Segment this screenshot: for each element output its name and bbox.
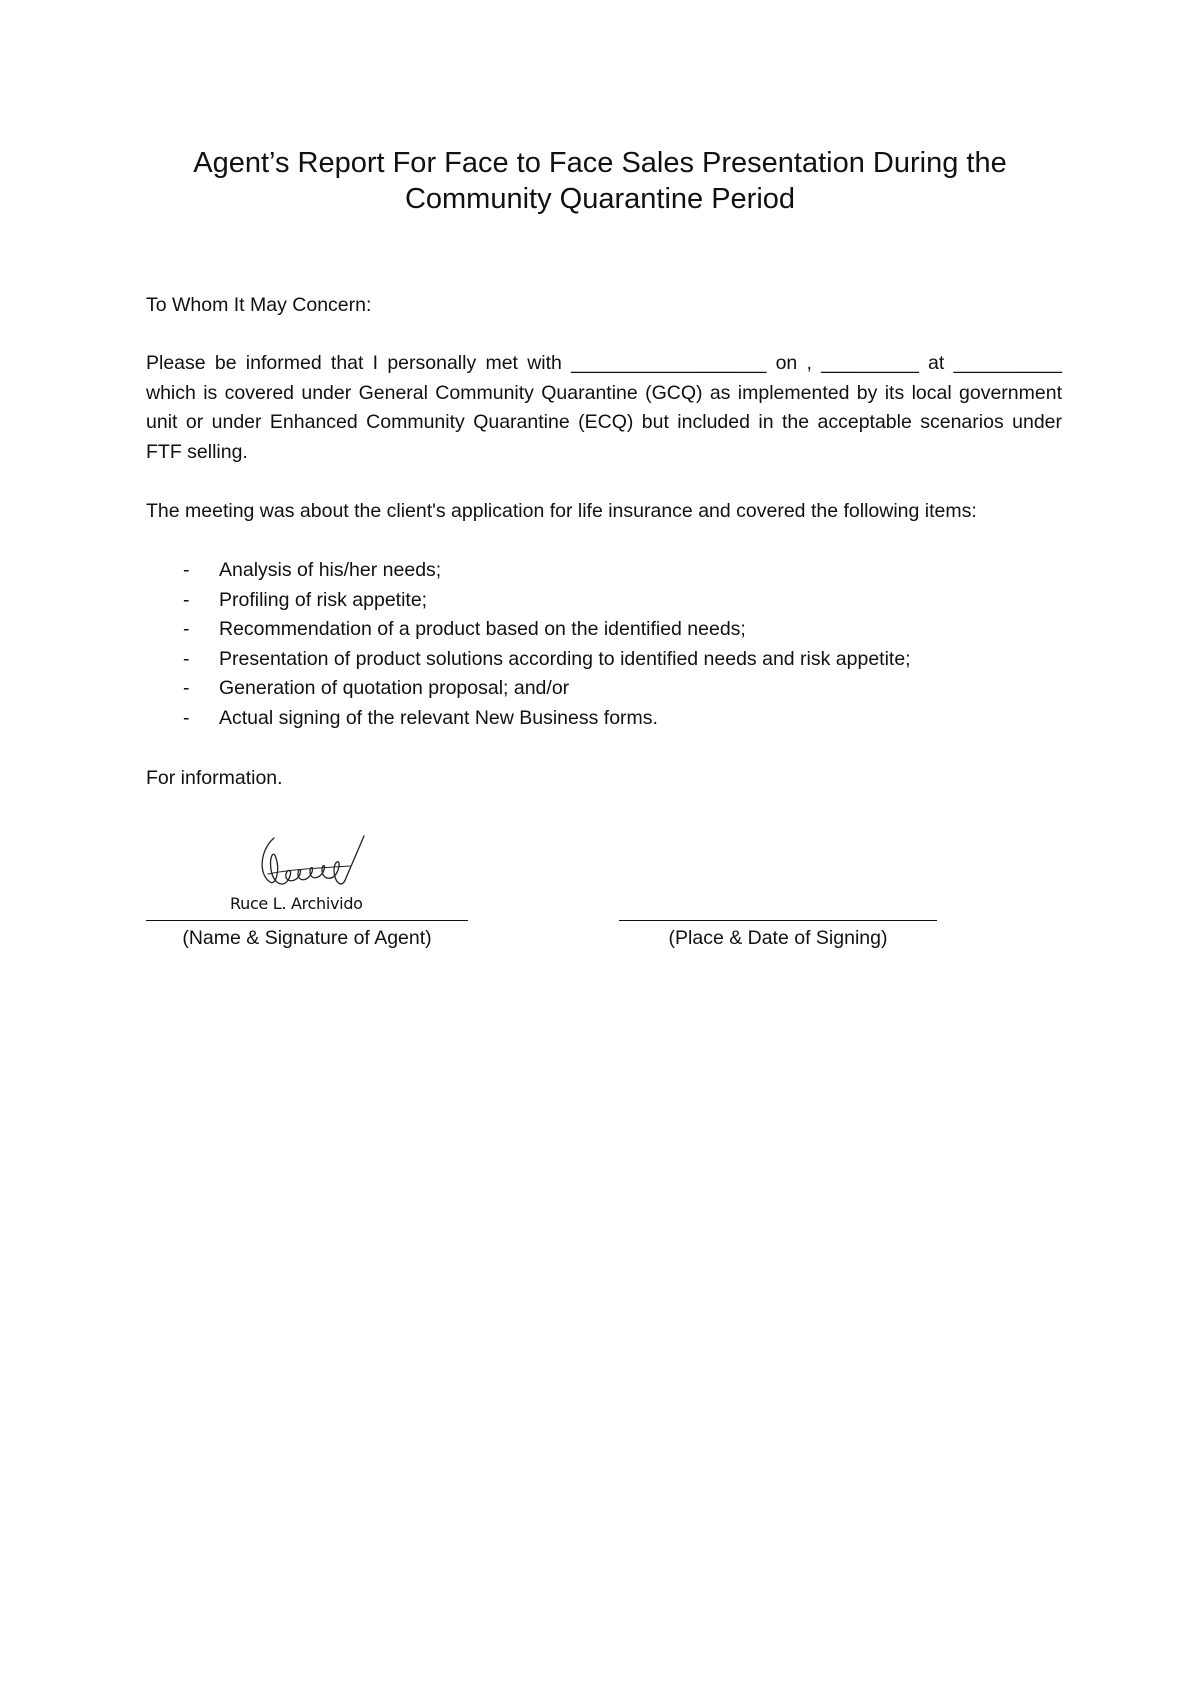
list-dash: - <box>183 677 190 699</box>
place-date-line <box>619 920 937 921</box>
agent-signature-block <box>146 830 486 950</box>
items-intro-paragraph: The meeting was about the client's application for life insurance and covered the following items: <box>146 500 977 522</box>
list-dash: - <box>183 647 190 670</box>
place-date-block <box>612 830 942 950</box>
list-item <box>146 704 1062 734</box>
list-dash: - <box>183 706 190 729</box>
list-item-text: Analysis of his/her needs; <box>219 559 442 581</box>
list-dash: - <box>183 588 190 611</box>
list-item <box>146 586 1062 616</box>
closing-line: For information. <box>146 767 283 789</box>
list-item <box>146 615 1062 645</box>
list-item-text: Generation of quotation proposal; and/or <box>219 677 570 699</box>
document-title <box>100 145 1100 217</box>
list-item-text: Profiling of risk appetite; <box>219 588 428 611</box>
meeting-paragraph: Please be informed that I personally met with __________________ on , _________ at __________ which is covered under General Community Quarantine (GCQ) as implemented by its local government unit or under Enhanced Community Quarantine (ECQ) but included in the acceptable scenarios under FTF selling. <box>146 352 1062 463</box>
meeting-items-list <box>146 556 1062 733</box>
list-item <box>146 674 1062 704</box>
handwritten-signature <box>246 830 376 900</box>
agent-name: Ruce L. Archivido <box>230 894 363 913</box>
list-item-text: Presentation of product solutions according to identified needs and risk appetite; <box>219 647 911 670</box>
salutation: To Whom It May Concern: <box>146 294 372 316</box>
list-item <box>146 645 1062 675</box>
title-line-1: Agent’s Report For Face to Face Sales Presentation During the <box>193 147 1007 179</box>
place-date-caption: (Place & Date of Signing) <box>668 927 888 949</box>
title-line-2: Community Quarantine Period <box>404 183 796 215</box>
list-item-text: Actual signing of the relevant New Business forms. <box>219 706 658 729</box>
list-dash: - <box>183 618 190 640</box>
agent-signature-line <box>146 920 468 921</box>
agent-signature-caption: (Name & Signature of Agent) <box>182 927 432 949</box>
list-item-text: Recommendation of a product based on the identified needs; <box>219 618 746 640</box>
list-item <box>146 556 1062 586</box>
list-dash: - <box>183 559 190 581</box>
